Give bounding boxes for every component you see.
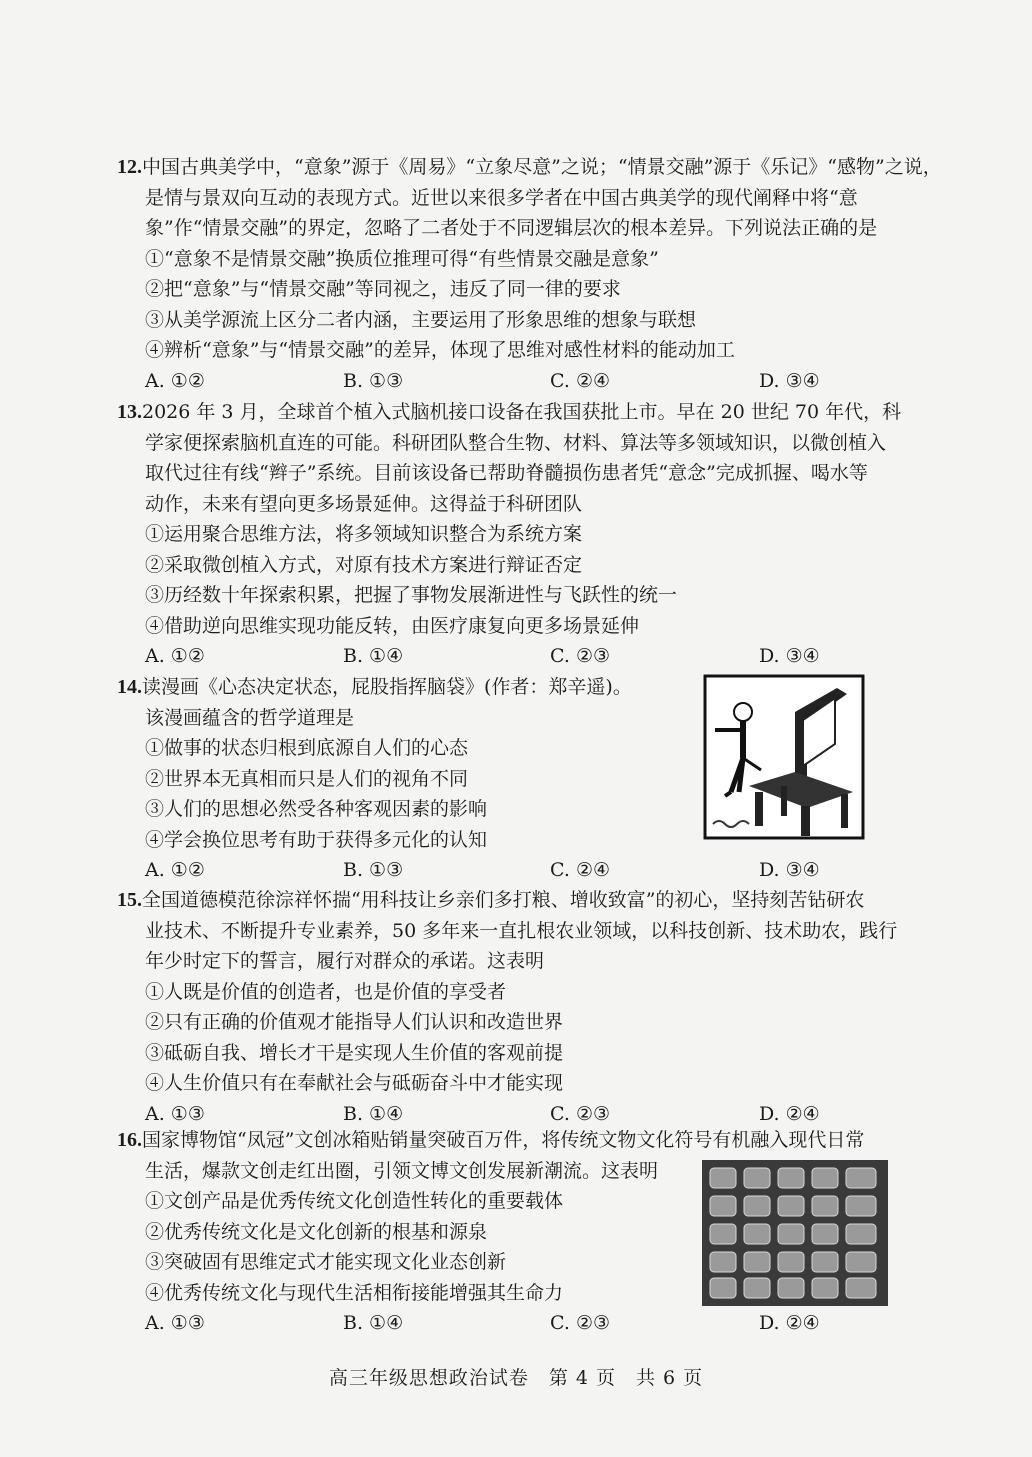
- answer-choices: [117, 855, 937, 886]
- choice-b[interactable]: B. ①④: [343, 645, 404, 667]
- option-3: ③从美学源流上区分二者内涵，主要运用了形象思维的想象与联想: [145, 308, 697, 331]
- choice-a[interactable]: A. ①②: [145, 369, 205, 392]
- option-4: ④优秀传统文化与现代生活相衔接能增强其生命力: [145, 1281, 564, 1304]
- choice-c[interactable]: C. ②③: [550, 1102, 611, 1125]
- question-number: 12.: [117, 156, 142, 178]
- option-1: ①“意象不是情景交融”换质位推理可得“有些情景交融是意象”: [145, 247, 659, 270]
- question-stem-line: 14.读漫画《心态决定状态，屁股指挥脑袋》(作者：郑辛遥)。: [117, 676, 632, 698]
- option-2: ②世界本无真相而只是人们的视角不同: [145, 767, 469, 790]
- option-1: ①运用聚合思维方法，将多领域知识整合为系统方案: [145, 523, 583, 545]
- question-stem-line: 学家便探索脑机直连的可能。科研团队整合生物、材料、算法等多领域知识，以微创植入: [145, 431, 887, 454]
- choice-d[interactable]: D. ③④: [759, 369, 820, 392]
- choice-a[interactable]: A. ①③: [145, 1312, 205, 1334]
- choice-c[interactable]: C. ②④: [550, 369, 611, 392]
- option-4: ④学会换位思考有助于获得多元化的认知: [145, 828, 488, 851]
- question-number: 15.: [117, 889, 142, 911]
- choice-b[interactable]: B. ①④: [343, 1312, 404, 1334]
- option-4: ④人生价值只有在奉献社会与砥砺奋斗中才能实现: [145, 1072, 564, 1094]
- answer-choices: [117, 1308, 937, 1339]
- question-stem-line: 12.中国古典美学中，“意象”源于《周易》“立象尽意”之说；“情景交融”源于《乐记》“感物”之说，: [117, 156, 942, 178]
- question-stem-line: 16.国家博物馆“凤冠”文创冰箱贴销量突破百万件，将传统文物文化符号有机融入现代日常: [117, 1129, 865, 1151]
- magnet-grid-illustration: [702, 1160, 888, 1306]
- choice-d[interactable]: D. ②④: [759, 1312, 820, 1334]
- choice-c[interactable]: C. ②④: [550, 859, 611, 881]
- option-3: ③历经数十年探索积累，把握了事物发展渐进性与飞跃性的统一: [145, 584, 678, 606]
- question-13: [117, 397, 937, 672]
- question-stem-line: 生活，爆款文创走红出圈，引领文博文创发展新潮流。这表明: [145, 1159, 659, 1182]
- option-2: ②只有正确的价值观才能指导人们认识和改造世界: [145, 1011, 564, 1033]
- answer-choices: [117, 366, 937, 397]
- question-stem-line: 13.2026 年 3 月，全球首个植入式脑机接口设备在我国获批上市。早在 20 世纪 70 年代，科: [117, 401, 902, 423]
- question-stem-line: 年少时定下的誓言，履行对群众的承诺。这表明: [145, 950, 545, 972]
- cartoon-illustration: [703, 674, 865, 840]
- question-number: 16.: [117, 1129, 142, 1151]
- choice-b[interactable]: B. ①③: [343, 369, 404, 392]
- question-stem-line: 是情与景双向互动的表现方式。近世以来很多学者在中国古典美学的现代阐释中将“意: [145, 186, 858, 209]
- option-3: ③人们的思想必然受各种客观因素的影响: [145, 798, 488, 820]
- option-3: ③突破固有思维定式才能实现文化业态创新: [145, 1251, 507, 1273]
- choice-a[interactable]: A. ①②: [145, 859, 205, 881]
- question-15: [117, 885, 937, 1129]
- question-stem-line: 业技术、不断提升专业素养，50 多年来一直扎根农业领域，以科技创新、技术助农，践行: [145, 919, 898, 942]
- question-stem-line: 取代过往有线“辫子”系统。目前该设备已帮助脊髓损伤患者凭“意念”完成抓握、喝水等: [145, 462, 868, 484]
- option-2: ②把“意象”与“情景交融”等同视之，违反了同一律的要求: [145, 278, 621, 300]
- question-12: [117, 152, 942, 396]
- choice-d[interactable]: D. ②④: [759, 1102, 820, 1125]
- question-stem-line: 象”作“情景交融”的界定，忽略了二者处于不同逻辑层次的根本差异。下列说法正确的是: [145, 217, 878, 239]
- page-footer: 高三年级思想政治试卷 第 4 页 共 6 页: [328, 1367, 704, 1389]
- cartoon-image: [703, 674, 865, 840]
- choice-b[interactable]: B. ①③: [343, 859, 404, 881]
- option-2: ②优秀传统文化是文化创新的根基和源泉: [145, 1220, 488, 1243]
- option-2: ②采取微创植入方式，对原有技术方案进行辩证否定: [145, 553, 583, 576]
- question-number: 13.: [117, 401, 142, 423]
- choice-a[interactable]: A. ①③: [145, 1102, 205, 1125]
- option-4: ④借助逆向思维实现功能反转，由医疗康复向更多场景延伸: [145, 614, 640, 637]
- choice-d[interactable]: D. ③④: [759, 645, 820, 667]
- option-1: ①人既是价值的创造者，也是价值的享受者: [145, 980, 507, 1003]
- option-1: ①做事的状态归根到底源自人们的心态: [145, 737, 469, 759]
- option-3: ③砥砺自我、增长才干是实现人生价值的客观前提: [145, 1041, 564, 1064]
- fridge-magnet-photo: [702, 1160, 888, 1306]
- answer-choices: [117, 641, 937, 672]
- question-number: 14.: [117, 676, 142, 698]
- option-1: ①文创产品是优秀传统文化创造性转化的重要载体: [145, 1190, 564, 1212]
- choice-c[interactable]: C. ②③: [550, 645, 611, 667]
- choice-c[interactable]: C. ②③: [550, 1312, 611, 1334]
- choice-b[interactable]: B. ①④: [343, 1102, 404, 1125]
- option-4: ④辨析“意象”与“情景交融”的差异，体现了思维对感性材料的能动加工: [145, 339, 735, 361]
- question-stem-line: 15.全国道德模范徐淙祥怀揣“用科技让乡亲们多打粮、增收致富”的初心，坚持刻苦钻研农: [117, 889, 865, 911]
- question-stem-line: 该漫画蕴含的哲学道理是: [145, 706, 355, 729]
- question-stem-line: 动作，未来有望向更多场景延伸。这得益于科研团队: [145, 492, 583, 515]
- choice-d[interactable]: D. ③④: [759, 859, 820, 881]
- choice-a[interactable]: A. ①②: [145, 645, 205, 667]
